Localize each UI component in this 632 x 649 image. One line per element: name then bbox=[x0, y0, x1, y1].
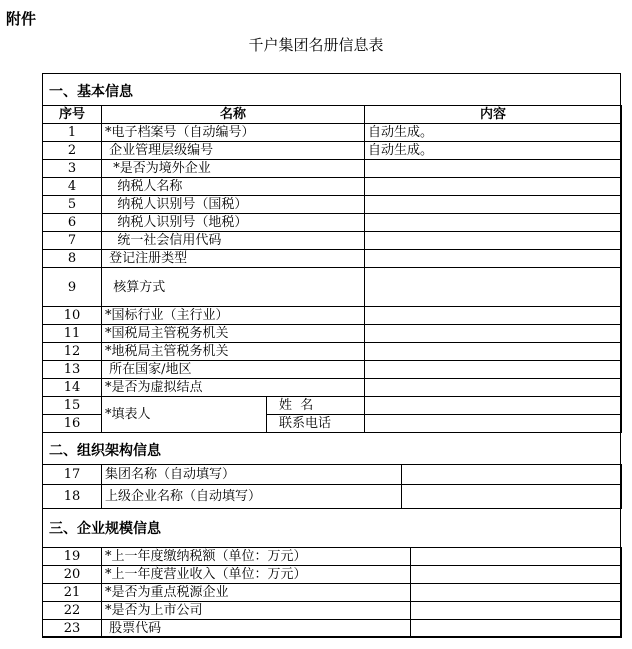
row-name: 上级企业名称（自动填写） bbox=[102, 485, 402, 509]
row-no: 10 bbox=[43, 307, 102, 325]
table-row bbox=[43, 465, 622, 485]
org-structure-table bbox=[42, 464, 622, 509]
row-no: 18 bbox=[43, 485, 102, 509]
row-no: 1 bbox=[43, 124, 102, 142]
row-no: 23 bbox=[43, 620, 102, 638]
row-name: 企业管理层级编号 bbox=[102, 142, 365, 160]
row-no: 20 bbox=[43, 566, 102, 584]
table-row bbox=[43, 196, 622, 214]
row-content[interactable] bbox=[411, 620, 622, 638]
row-name: *电子档案号（自动编号） bbox=[102, 124, 365, 142]
table-row bbox=[43, 214, 622, 232]
row-content[interactable] bbox=[365, 178, 622, 196]
table-row bbox=[43, 307, 622, 325]
table-row bbox=[43, 566, 622, 584]
row-no: 2 bbox=[43, 142, 102, 160]
filler-name-label: 姓 名 bbox=[267, 397, 365, 415]
row-no: 7 bbox=[43, 232, 102, 250]
row-no: 21 bbox=[43, 584, 102, 602]
table-row bbox=[43, 397, 622, 415]
row-content[interactable] bbox=[365, 361, 622, 379]
row-no: 12 bbox=[43, 343, 102, 361]
section-title-org-structure: 二、组织架构信息 bbox=[49, 443, 161, 459]
row-content[interactable] bbox=[411, 548, 622, 566]
header-content: 内容 bbox=[365, 106, 622, 124]
row-name: *地税局主管税务机关 bbox=[102, 343, 365, 361]
filler-name-value[interactable] bbox=[365, 397, 622, 415]
row-no: 17 bbox=[43, 465, 102, 485]
row-no: 16 bbox=[43, 415, 102, 433]
section-title-enterprise-scale: 三、企业规模信息 bbox=[49, 521, 161, 537]
row-no: 13 bbox=[43, 361, 102, 379]
table-row bbox=[43, 379, 622, 397]
table-row bbox=[43, 160, 622, 178]
row-content[interactable] bbox=[365, 214, 622, 232]
document-title: 千户集团名册信息表 bbox=[248, 36, 384, 54]
row-no: 14 bbox=[43, 379, 102, 397]
row-content[interactable] bbox=[402, 465, 622, 485]
row-name: *上一年度营业收入（单位：万元） bbox=[102, 566, 411, 584]
row-content[interactable]: 自动生成。 bbox=[365, 142, 622, 160]
row-name: 登记注册类型 bbox=[102, 250, 365, 268]
row-content[interactable] bbox=[365, 343, 622, 361]
row-name: *是否为境外企业 bbox=[102, 160, 365, 178]
row-content[interactable] bbox=[365, 250, 622, 268]
row-name: 纳税人名称 bbox=[102, 178, 365, 196]
table-row bbox=[43, 602, 622, 620]
row-content[interactable] bbox=[365, 160, 622, 178]
row-name: *国标行业（主行业） bbox=[102, 307, 365, 325]
header-no: 序号 bbox=[43, 106, 102, 124]
row-content[interactable] bbox=[402, 485, 622, 509]
row-name: 核算方式 bbox=[102, 268, 365, 307]
table-row bbox=[43, 548, 622, 566]
row-no: 4 bbox=[43, 178, 102, 196]
table-row bbox=[43, 584, 622, 602]
table-row bbox=[43, 250, 622, 268]
table-row bbox=[43, 178, 622, 196]
row-no: 3 bbox=[43, 160, 102, 178]
row-no: 11 bbox=[43, 325, 102, 343]
row-content[interactable] bbox=[411, 602, 622, 620]
row-name: *上一年度缴纳税额（单位：万元） bbox=[102, 548, 411, 566]
row-name: *是否为虚拟结点 bbox=[102, 379, 365, 397]
table-row bbox=[43, 620, 622, 638]
row-no: 15 bbox=[43, 397, 102, 415]
row-no: 22 bbox=[43, 602, 102, 620]
filler-label: *填表人 bbox=[102, 397, 267, 433]
row-no: 6 bbox=[43, 214, 102, 232]
header-name: 名称 bbox=[102, 106, 365, 124]
filler-phone-label: 联系电话 bbox=[267, 415, 365, 433]
row-name: 纳税人识别号（地税） bbox=[102, 214, 365, 232]
row-name: *是否为上市公司 bbox=[102, 602, 411, 620]
table-row bbox=[43, 232, 622, 250]
attachment-label: 附件 bbox=[6, 10, 37, 28]
table-row bbox=[43, 343, 622, 361]
row-name: 所在国家/地区 bbox=[102, 361, 365, 379]
row-content[interactable]: 自动生成。 bbox=[365, 124, 622, 142]
row-no: 8 bbox=[43, 250, 102, 268]
table-row bbox=[43, 124, 622, 142]
row-content[interactable] bbox=[411, 584, 622, 602]
row-content[interactable] bbox=[365, 268, 622, 307]
table-row bbox=[43, 142, 622, 160]
table-row bbox=[43, 325, 622, 343]
row-content[interactable] bbox=[365, 379, 622, 397]
table-row bbox=[43, 361, 622, 379]
row-no: 19 bbox=[43, 548, 102, 566]
row-name: 集团名称（自动填写） bbox=[102, 465, 402, 485]
enterprise-scale-table bbox=[42, 547, 622, 638]
row-name: 股票代码 bbox=[102, 620, 411, 638]
basic-info-table bbox=[42, 105, 622, 433]
row-no: 5 bbox=[43, 196, 102, 214]
row-name: *是否为重点税源企业 bbox=[102, 584, 411, 602]
row-content[interactable] bbox=[365, 307, 622, 325]
table-row bbox=[43, 485, 622, 509]
row-name: 纳税人识别号（国税） bbox=[102, 196, 365, 214]
row-no: 9 bbox=[43, 268, 102, 307]
table-row bbox=[43, 268, 622, 307]
row-content[interactable] bbox=[365, 325, 622, 343]
section-title-basic-info: 一、基本信息 bbox=[49, 84, 133, 100]
filler-phone-value[interactable] bbox=[365, 415, 622, 433]
row-content[interactable] bbox=[365, 196, 622, 214]
row-content[interactable] bbox=[411, 566, 622, 584]
row-name: 统一社会信用代码 bbox=[102, 232, 365, 250]
row-name: *国税局主管税务机关 bbox=[102, 325, 365, 343]
row-content[interactable] bbox=[365, 232, 622, 250]
